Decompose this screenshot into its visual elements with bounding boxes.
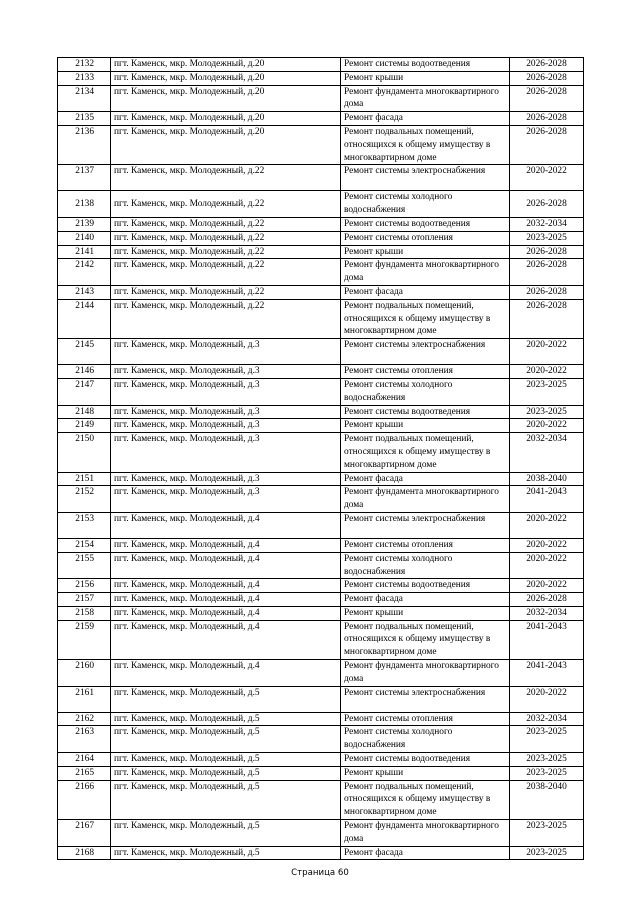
work-type-cell: Ремонт системы отопления — [341, 538, 510, 552]
work-type-cell: Ремонт фасада — [341, 593, 510, 607]
period-cell: 2020-2022 — [510, 365, 584, 379]
address-cell: пгт. Каменск, мкр. Молодежный, д.5 — [111, 820, 341, 847]
work-type-cell: Ремонт системы электроснабжения — [341, 686, 510, 712]
table-row — [58, 165, 584, 191]
address-cell: пгт. Каменск, мкр. Молодежный, д.20 — [111, 58, 341, 72]
row-number-cell: 2151 — [58, 472, 111, 486]
row-number-cell: 2141 — [58, 245, 111, 259]
work-type-cell: Ремонт фундамента многоквартирного дома — [341, 820, 510, 847]
row-number-cell: 2142 — [58, 259, 111, 286]
period-cell: 2038-2040 — [510, 472, 584, 486]
row-number-cell: 2167 — [58, 820, 111, 847]
work-type-cell: Ремонт системы холодного водоснабжения — [341, 552, 510, 579]
address-cell: пгт. Каменск, мкр. Молодежный, д.22 — [111, 245, 341, 259]
row-number-cell: 2152 — [58, 486, 111, 513]
table-row — [58, 712, 584, 726]
work-type-cell: Ремонт крыши — [341, 245, 510, 259]
table-row — [58, 231, 584, 245]
work-type-cell: Ремонт системы водоотведения — [341, 579, 510, 593]
period-cell: 2023-2025 — [510, 753, 584, 767]
period-cell: 2041-2043 — [510, 660, 584, 687]
work-type-cell: Ремонт фундамента многоквартирного дома — [341, 486, 510, 513]
address-cell: пгт. Каменск, мкр. Молодежный, д.22 — [111, 165, 341, 191]
address-cell: пгт. Каменск, мкр. Молодежный, д.5 — [111, 712, 341, 726]
work-type-cell: Ремонт подвальных помещений, относящихся к общему имуществу в многоквартирном доме — [341, 620, 510, 659]
work-type-cell: Ремонт системы холодного водоснабжения — [341, 378, 510, 405]
row-number-cell: 2134 — [58, 85, 111, 112]
work-type-cell: Ремонт крыши — [341, 71, 510, 85]
address-cell: пгт. Каменск, мкр. Молодежный, д.3 — [111, 339, 341, 365]
table-body — [58, 58, 584, 860]
period-cell: 2026-2028 — [510, 125, 584, 164]
table-row — [58, 820, 584, 847]
address-cell: пгт. Каменск, мкр. Молодежный, д.4 — [111, 620, 341, 659]
address-cell: пгт. Каменск, мкр. Молодежный, д.22 — [111, 231, 341, 245]
row-number-cell: 2165 — [58, 766, 111, 780]
address-cell: пгт. Каменск, мкр. Молодежный, д.20 — [111, 85, 341, 112]
table-row — [58, 339, 584, 365]
address-cell: пгт. Каменск, мкр. Молодежный, д.4 — [111, 538, 341, 552]
row-number-cell: 2149 — [58, 419, 111, 433]
period-cell: 2026-2028 — [510, 259, 584, 286]
work-type-cell: Ремонт системы водоотведения — [341, 58, 510, 72]
address-cell: пгт. Каменск, мкр. Молодежный, д.3 — [111, 365, 341, 379]
period-cell: 2023-2025 — [510, 405, 584, 419]
table-row — [58, 285, 584, 299]
row-number-cell: 2156 — [58, 579, 111, 593]
period-cell: 2041-2043 — [510, 486, 584, 513]
address-cell: пгт. Каменск, мкр. Молодежный, д.4 — [111, 552, 341, 579]
address-cell: пгт. Каменск, мкр. Молодежный, д.22 — [111, 285, 341, 299]
period-cell: 2026-2028 — [510, 191, 584, 218]
period-cell: 2026-2028 — [510, 112, 584, 126]
row-number-cell: 2146 — [58, 365, 111, 379]
address-cell: пгт. Каменск, мкр. Молодежный, д.20 — [111, 71, 341, 85]
table-row — [58, 365, 584, 379]
period-cell: 2026-2028 — [510, 85, 584, 112]
row-number-cell: 2133 — [58, 71, 111, 85]
row-number-cell: 2148 — [58, 405, 111, 419]
address-cell: пгт. Каменск, мкр. Молодежный, д.3 — [111, 405, 341, 419]
table-row — [58, 433, 584, 472]
address-cell: пгт. Каменск, мкр. Молодежный, д.20 — [111, 125, 341, 164]
row-number-cell: 2150 — [58, 433, 111, 472]
work-type-cell: Ремонт системы холодного водоснабжения — [341, 191, 510, 218]
period-cell: 2023-2025 — [510, 766, 584, 780]
address-cell: пгт. Каменск, мкр. Молодежный, д.3 — [111, 419, 341, 433]
address-cell: пгт. Каменск, мкр. Молодежный, д.5 — [111, 686, 341, 712]
table-row — [58, 419, 584, 433]
row-number-cell: 2137 — [58, 165, 111, 191]
work-type-cell: Ремонт системы водоотведения — [341, 217, 510, 231]
address-cell: пгт. Каменск, мкр. Молодежный, д.4 — [111, 606, 341, 620]
period-cell: 2020-2022 — [510, 419, 584, 433]
work-type-cell: Ремонт фасада — [341, 112, 510, 126]
table-row — [58, 125, 584, 164]
table-row — [58, 660, 584, 687]
address-cell: пгт. Каменск, мкр. Молодежный, д.22 — [111, 191, 341, 218]
table-row — [58, 579, 584, 593]
table-row — [58, 512, 584, 538]
row-number-cell: 2138 — [58, 191, 111, 218]
period-cell: 2020-2022 — [510, 552, 584, 579]
table-row — [58, 780, 584, 819]
period-cell: 2023-2025 — [510, 846, 584, 860]
work-type-cell: Ремонт подвальных помещений, относящихся к общему имуществу в многоквартирном доме — [341, 125, 510, 164]
period-cell: 2020-2022 — [510, 538, 584, 552]
work-type-cell: Ремонт фундамента многоквартирного дома — [341, 660, 510, 687]
period-cell: 2026-2028 — [510, 58, 584, 72]
work-type-cell: Ремонт системы отопления — [341, 365, 510, 379]
address-cell: пгт. Каменск, мкр. Молодежный, д.22 — [111, 299, 341, 338]
repair-schedule-table — [57, 57, 584, 860]
row-number-cell: 2147 — [58, 378, 111, 405]
table-row — [58, 620, 584, 659]
work-type-cell: Ремонт фасада — [341, 285, 510, 299]
address-cell: пгт. Каменск, мкр. Молодежный, д.3 — [111, 378, 341, 405]
period-cell: 2026-2028 — [510, 299, 584, 338]
table-row — [58, 259, 584, 286]
row-number-cell: 2136 — [58, 125, 111, 164]
address-cell: пгт. Каменск, мкр. Молодежный, д.4 — [111, 512, 341, 538]
work-type-cell: Ремонт подвальных помещений, относящихся к общему имуществу в многоквартирном доме — [341, 433, 510, 472]
period-cell: 2023-2025 — [510, 726, 584, 753]
row-number-cell: 2161 — [58, 686, 111, 712]
address-cell: пгт. Каменск, мкр. Молодежный, д.5 — [111, 753, 341, 767]
row-number-cell: 2164 — [58, 753, 111, 767]
work-type-cell: Ремонт системы холодного водоснабжения — [341, 726, 510, 753]
address-cell: пгт. Каменск, мкр. Молодежный, д.22 — [111, 217, 341, 231]
address-cell: пгт. Каменск, мкр. Молодежный, д.20 — [111, 112, 341, 126]
period-cell: 2026-2028 — [510, 593, 584, 607]
work-type-cell: Ремонт крыши — [341, 419, 510, 433]
page-number: Страница 60 — [291, 868, 349, 878]
row-number-cell: 2163 — [58, 726, 111, 753]
row-number-cell: 2158 — [58, 606, 111, 620]
period-cell: 2032-2034 — [510, 217, 584, 231]
work-type-cell: Ремонт фасада — [341, 472, 510, 486]
table-row — [58, 85, 584, 112]
work-type-cell: Ремонт фундамента многоквартирного дома — [341, 85, 510, 112]
row-number-cell: 2153 — [58, 512, 111, 538]
work-type-cell: Ремонт системы водоотведения — [341, 753, 510, 767]
work-type-cell: Ремонт системы отопления — [341, 231, 510, 245]
period-cell: 2023-2025 — [510, 820, 584, 847]
row-number-cell: 2135 — [58, 112, 111, 126]
address-cell: пгт. Каменск, мкр. Молодежный, д.4 — [111, 593, 341, 607]
table-row — [58, 378, 584, 405]
address-cell: пгт. Каменск, мкр. Молодежный, д.5 — [111, 726, 341, 753]
table-row — [58, 112, 584, 126]
row-number-cell: 2140 — [58, 231, 111, 245]
address-cell: пгт. Каменск, мкр. Молодежный, д.5 — [111, 780, 341, 819]
table-row — [58, 686, 584, 712]
work-type-cell: Ремонт крыши — [341, 766, 510, 780]
period-cell: 2023-2025 — [510, 231, 584, 245]
table-row — [58, 217, 584, 231]
period-cell: 2020-2022 — [510, 165, 584, 191]
address-cell: пгт. Каменск, мкр. Молодежный, д.22 — [111, 259, 341, 286]
row-number-cell: 2139 — [58, 217, 111, 231]
work-type-cell: Ремонт подвальных помещений, относящихся к общему имуществу в многоквартирном доме — [341, 299, 510, 338]
work-type-cell: Ремонт системы электроснабжения — [341, 512, 510, 538]
table-row — [58, 405, 584, 419]
table-row — [58, 753, 584, 767]
row-number-cell: 2162 — [58, 712, 111, 726]
address-cell: пгт. Каменск, мкр. Молодежный, д.4 — [111, 579, 341, 593]
row-number-cell: 2160 — [58, 660, 111, 687]
row-number-cell: 2168 — [58, 846, 111, 860]
address-cell: пгт. Каменск, мкр. Молодежный, д.5 — [111, 766, 341, 780]
table-row — [58, 245, 584, 259]
table-row — [58, 472, 584, 486]
period-cell: 2026-2028 — [510, 245, 584, 259]
address-cell: пгт. Каменск, мкр. Молодежный, д.4 — [111, 660, 341, 687]
period-cell: 2020-2022 — [510, 339, 584, 365]
period-cell: 2038-2040 — [510, 780, 584, 819]
table-row — [58, 726, 584, 753]
table-row — [58, 552, 584, 579]
work-type-cell: Ремонт системы водоотведения — [341, 405, 510, 419]
work-type-cell: Ремонт фасада — [341, 846, 510, 860]
table-row — [58, 71, 584, 85]
work-type-cell: Ремонт системы отопления — [341, 712, 510, 726]
period-cell: 2026-2028 — [510, 71, 584, 85]
work-type-cell: Ремонт системы электроснабжения — [341, 165, 510, 191]
row-number-cell: 2157 — [58, 593, 111, 607]
period-cell: 2026-2028 — [510, 285, 584, 299]
table-row — [58, 58, 584, 72]
table-row — [58, 846, 584, 860]
table-row — [58, 299, 584, 338]
table-row — [58, 766, 584, 780]
address-cell: пгт. Каменск, мкр. Молодежный, д.5 — [111, 846, 341, 860]
address-cell: пгт. Каменск, мкр. Молодежный, д.3 — [111, 486, 341, 513]
table-row — [58, 538, 584, 552]
period-cell: 2020-2022 — [510, 512, 584, 538]
row-number-cell: 2144 — [58, 299, 111, 338]
address-cell: пгт. Каменск, мкр. Молодежный, д.3 — [111, 472, 341, 486]
work-type-cell: Ремонт подвальных помещений, относящихся к общему имуществу в многоквартирном доме — [341, 780, 510, 819]
period-cell: 2020-2022 — [510, 579, 584, 593]
work-type-cell: Ремонт крыши — [341, 606, 510, 620]
period-cell: 2020-2022 — [510, 686, 584, 712]
period-cell: 2032-2034 — [510, 433, 584, 472]
table-row — [58, 486, 584, 513]
row-number-cell: 2143 — [58, 285, 111, 299]
period-cell: 2041-2043 — [510, 620, 584, 659]
table-row — [58, 191, 584, 218]
row-number-cell: 2154 — [58, 538, 111, 552]
address-cell: пгт. Каменск, мкр. Молодежный, д.3 — [111, 433, 341, 472]
table-row — [58, 606, 584, 620]
row-number-cell: 2145 — [58, 339, 111, 365]
period-cell: 2032-2034 — [510, 712, 584, 726]
row-number-cell: 2166 — [58, 780, 111, 819]
period-cell: 2032-2034 — [510, 606, 584, 620]
period-cell: 2023-2025 — [510, 378, 584, 405]
table-row — [58, 593, 584, 607]
work-type-cell: Ремонт системы электроснабжения — [341, 339, 510, 365]
work-type-cell: Ремонт фундамента многоквартирного дома — [341, 259, 510, 286]
row-number-cell: 2159 — [58, 620, 111, 659]
row-number-cell: 2132 — [58, 58, 111, 72]
row-number-cell: 2155 — [58, 552, 111, 579]
